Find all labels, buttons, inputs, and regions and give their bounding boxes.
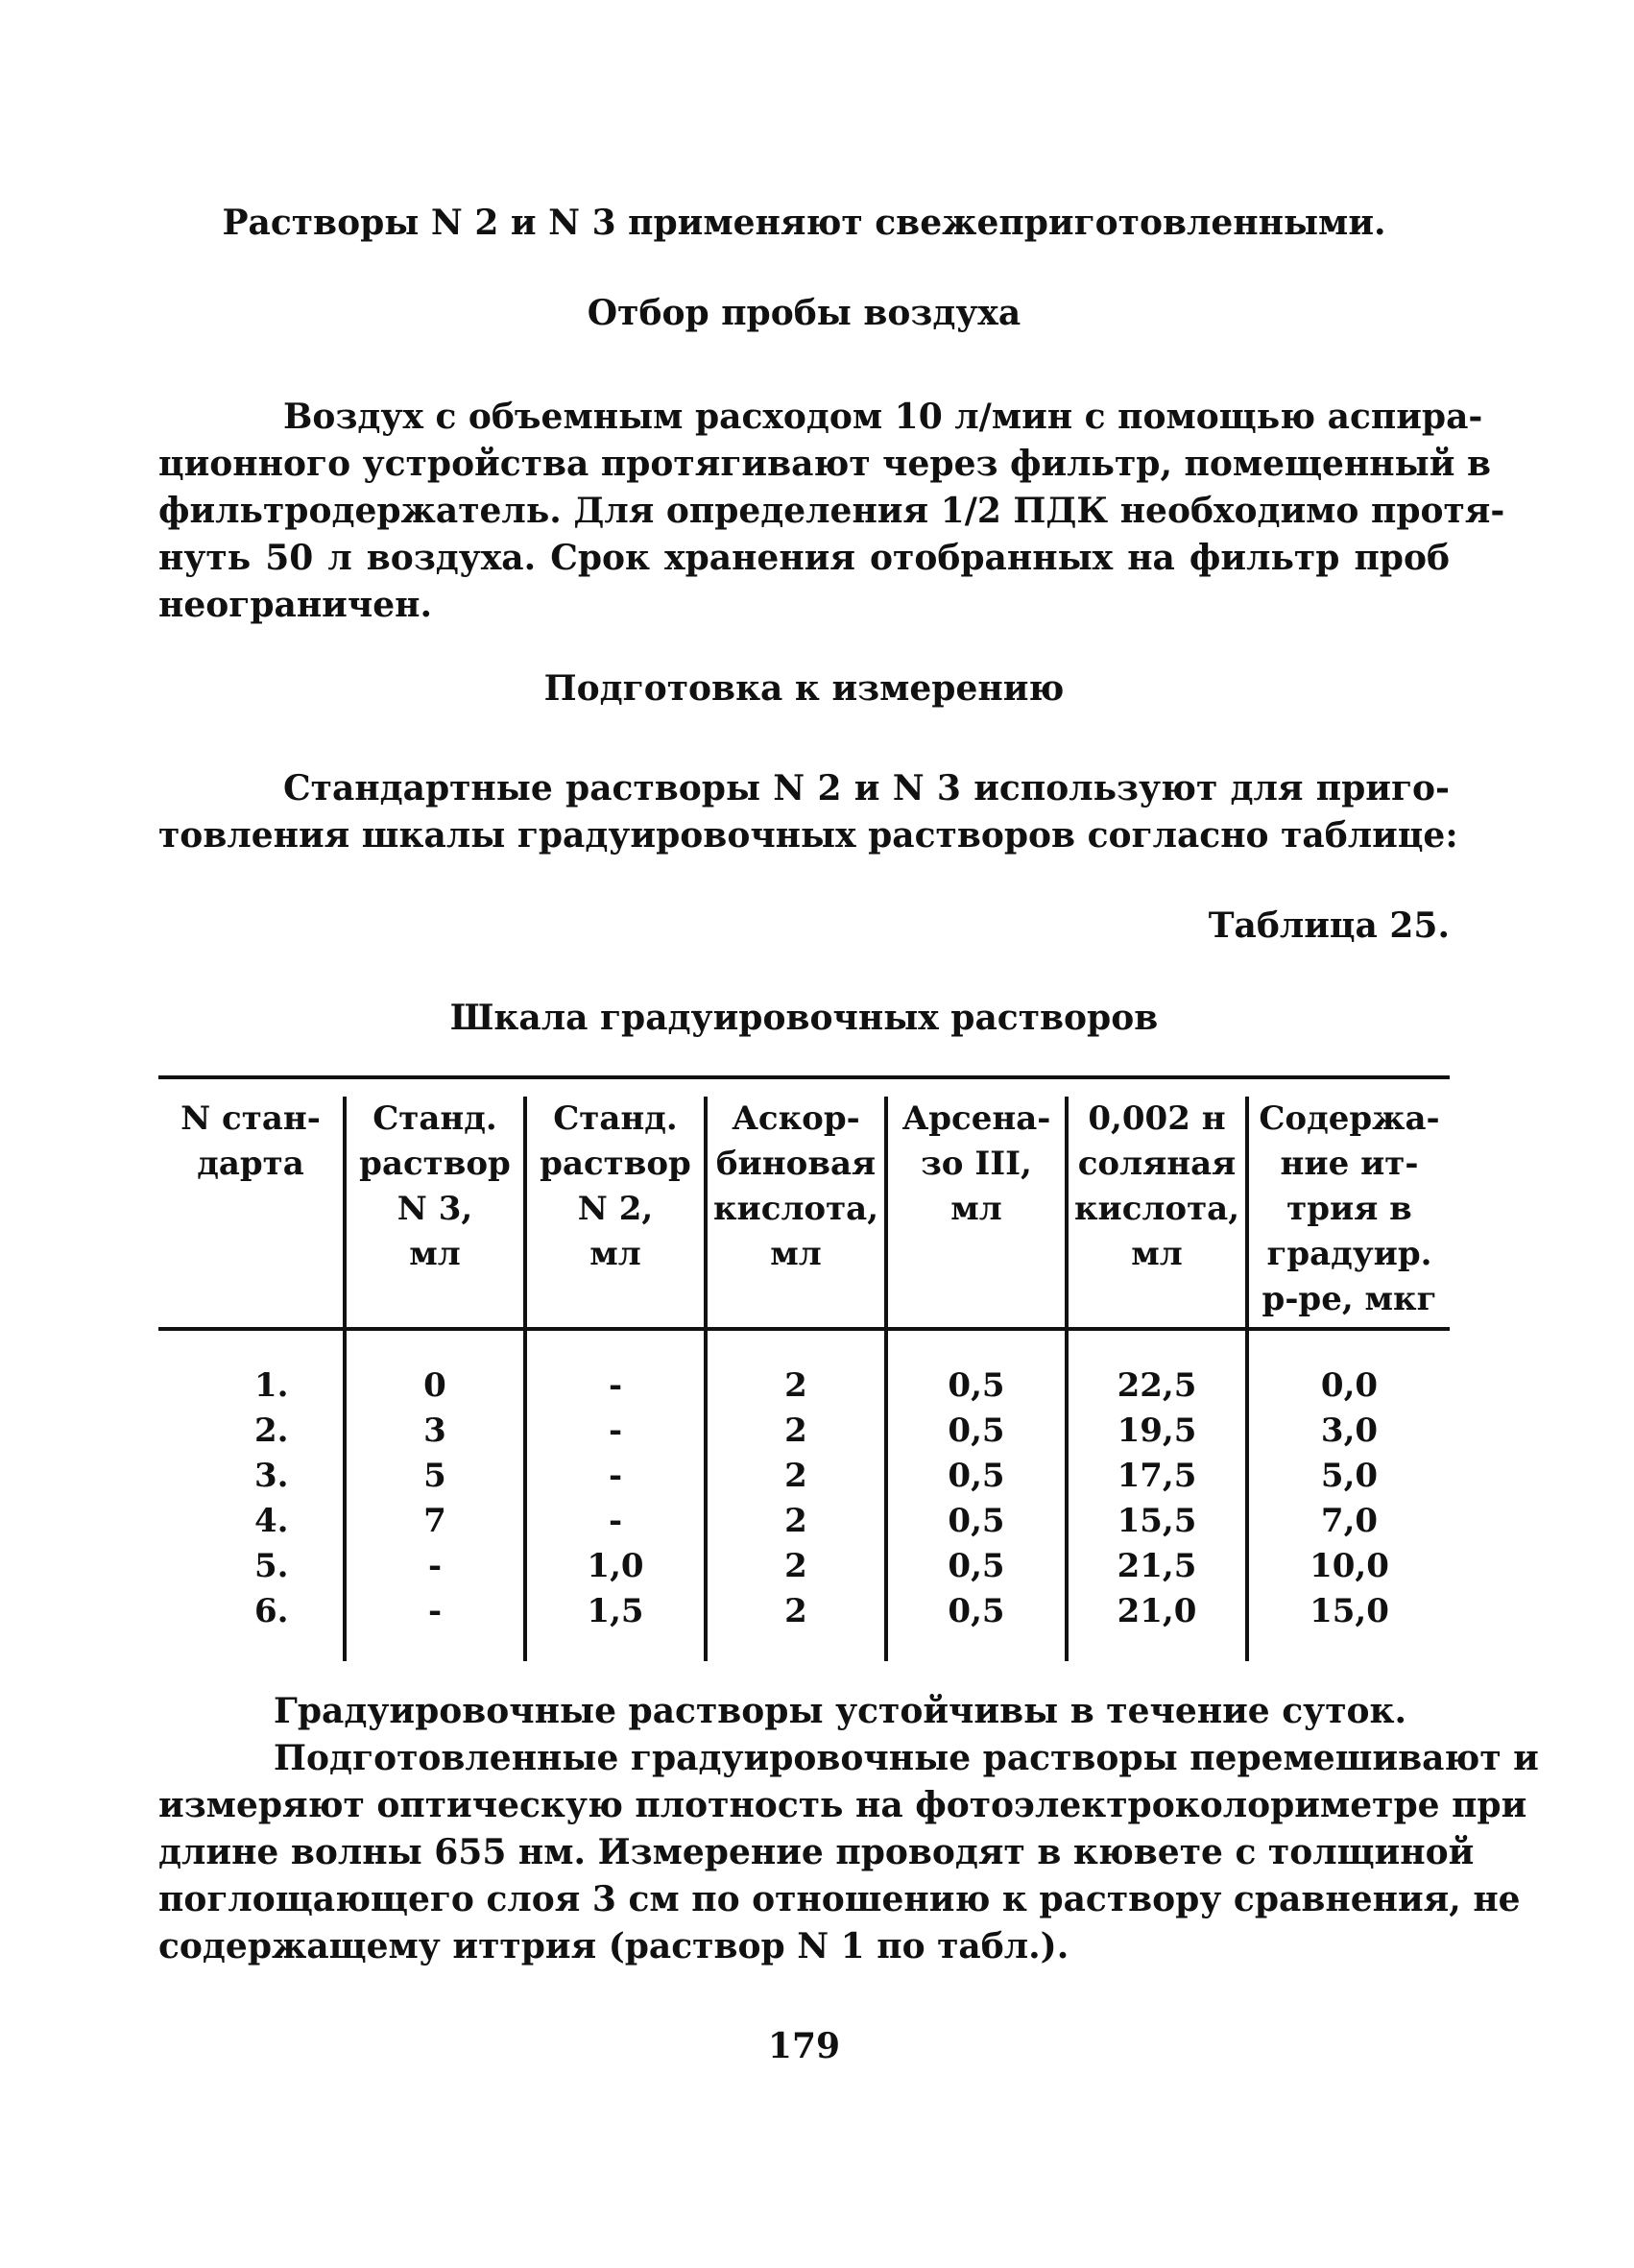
paragraph-preparation	[158, 765, 1458, 859]
paragraph-line: содержащему иттрия (раствор N 1 по табл.).	[158, 1926, 1069, 1966]
table-cell: 0	[423, 1366, 446, 1405]
header-std-solution-2: Станд. раствор N 2, мл	[540, 1099, 691, 1273]
column-arsenazo	[888, 1363, 1065, 1634]
intro-sentence: Растворы N 2 и N 3 применяют свежеприготовленными.	[222, 203, 1386, 243]
table-cell: 0,5	[948, 1547, 1005, 1585]
page-number: 179	[767, 2026, 841, 2066]
paragraph-line: нуть 50 л воздуха. Срок хранения отобранных на фильтр проб	[158, 538, 1450, 578]
table-cell: 22,5	[1117, 1366, 1197, 1405]
table-cell: 21,5	[1117, 1547, 1197, 1585]
table-cell: 0,5	[948, 1502, 1005, 1540]
column-std-solution-2	[527, 1363, 704, 1634]
table-cell: 3.	[254, 1457, 289, 1495]
heading-air-sampling: Отбор пробы воздуха	[587, 293, 1021, 333]
header-arsenazo: Арсена- зо III, мл	[901, 1099, 1051, 1228]
table-title: Шкала градуировочных растворов	[449, 998, 1159, 1038]
table-cell: 0,5	[948, 1411, 1005, 1450]
table-cell: 10,0	[1310, 1547, 1389, 1585]
paragraph-line: фильтродержатель. Для определения 1/2 ПДК необходимо протя-	[158, 491, 1505, 531]
table-header-rule	[158, 1327, 1450, 1331]
table-cell: 7	[423, 1502, 446, 1540]
paragraph-line: измеряют оптическую плотность на фотоэлектроколориметре при	[158, 1785, 1527, 1825]
column-ascorbic-acid	[708, 1363, 884, 1634]
table-cell: -	[427, 1547, 443, 1585]
header-yttrium-content: Содержа- ние ит- трия в градуир. р-ре, мкг	[1259, 1099, 1440, 1318]
table-cell: -	[608, 1411, 623, 1450]
column-hydrochloric-acid	[1069, 1363, 1245, 1634]
header-hydrochloric-acid: 0,002 н соляная кислота, мл	[1073, 1099, 1240, 1273]
paragraph-line: поглощающего слоя 3 см по отношению к раствору сравнения, не	[158, 1879, 1521, 1919]
table-cell: 21,0	[1117, 1592, 1197, 1630]
table-cell: 19,5	[1117, 1411, 1197, 1450]
table-cell: 2	[784, 1411, 807, 1450]
paragraph-stability	[158, 1688, 1450, 1735]
table-cell: 17,5	[1117, 1457, 1197, 1495]
table-cell: 0,5	[948, 1457, 1005, 1495]
paragraph-line: ционного устройства протягивают через фильтр, помещенный в	[158, 444, 1491, 484]
paragraph-line: Подготовленные градуировочные растворы перемешивают и	[274, 1738, 1539, 1778]
header-standard-number: N стан- дарта	[180, 1099, 321, 1183]
paragraph-line: Воздух с объемным расходом 10 л/мин с помощью аспира-	[283, 397, 1483, 437]
table-cell: 4.	[254, 1502, 289, 1540]
table-cell: 7,0	[1320, 1502, 1379, 1540]
table-cell: 2.	[254, 1411, 289, 1450]
paragraph-line: неограничен.	[158, 585, 433, 625]
table-number: Таблица 25.	[1208, 905, 1450, 946]
paragraph-line: длине волны 655 нм. Измерение проводят в кювете с толщиной	[158, 1832, 1475, 1872]
table-cell: 2	[784, 1366, 807, 1405]
paragraph-measurement	[158, 1735, 1539, 1970]
table-cell: -	[427, 1592, 443, 1630]
document-page	[158, 0, 1539, 2268]
column-std-solution-3	[347, 1363, 523, 1634]
table-cell: 1.	[254, 1366, 289, 1405]
table-cell: 0,0	[1320, 1366, 1379, 1405]
table-cell: 15,0	[1310, 1592, 1389, 1630]
column-yttrium-content	[1249, 1363, 1450, 1634]
table-cell: -	[608, 1366, 623, 1405]
table-cell: 0,5	[948, 1592, 1005, 1630]
table-cell: 5	[423, 1457, 446, 1495]
paragraph-air-sampling	[158, 394, 1505, 629]
table-cell: 0,5	[948, 1366, 1005, 1405]
header-std-solution-3: Станд. раствор N 3, мл	[359, 1099, 511, 1273]
table-cell: -	[608, 1457, 623, 1495]
table-top-rule	[158, 1075, 1450, 1079]
paragraph-line: товления шкалы градуировочных растворов согласно таблице:	[158, 815, 1458, 856]
table-cell: 2	[784, 1502, 807, 1540]
table-cell: 2	[784, 1592, 807, 1630]
table-cell: 15,5	[1117, 1502, 1197, 1540]
table-cell: 3,0	[1320, 1411, 1379, 1450]
table-cell: 1,5	[587, 1592, 644, 1630]
table-cell: 2	[784, 1547, 807, 1585]
paragraph-line: Градуировочные растворы устойчивы в течение суток.	[274, 1691, 1407, 1731]
paragraph-line: Стандартные растворы N 2 и N 3 используют для приго-	[283, 768, 1450, 808]
calibration-table	[158, 1075, 1450, 1671]
table-cell: 5,0	[1320, 1457, 1379, 1495]
table-cell: 3	[423, 1411, 446, 1450]
table-cell: 1,0	[587, 1547, 644, 1585]
heading-preparation: Подготовка к измерению	[543, 668, 1065, 709]
header-ascorbic-acid: Аскор- биновая кислота, мл	[712, 1099, 879, 1273]
table-cell: 6.	[254, 1592, 289, 1630]
column-standard-number	[197, 1363, 343, 1634]
table-cell: 2	[784, 1457, 807, 1495]
table-cell: 5.	[254, 1547, 289, 1585]
table-cell: -	[608, 1502, 623, 1540]
